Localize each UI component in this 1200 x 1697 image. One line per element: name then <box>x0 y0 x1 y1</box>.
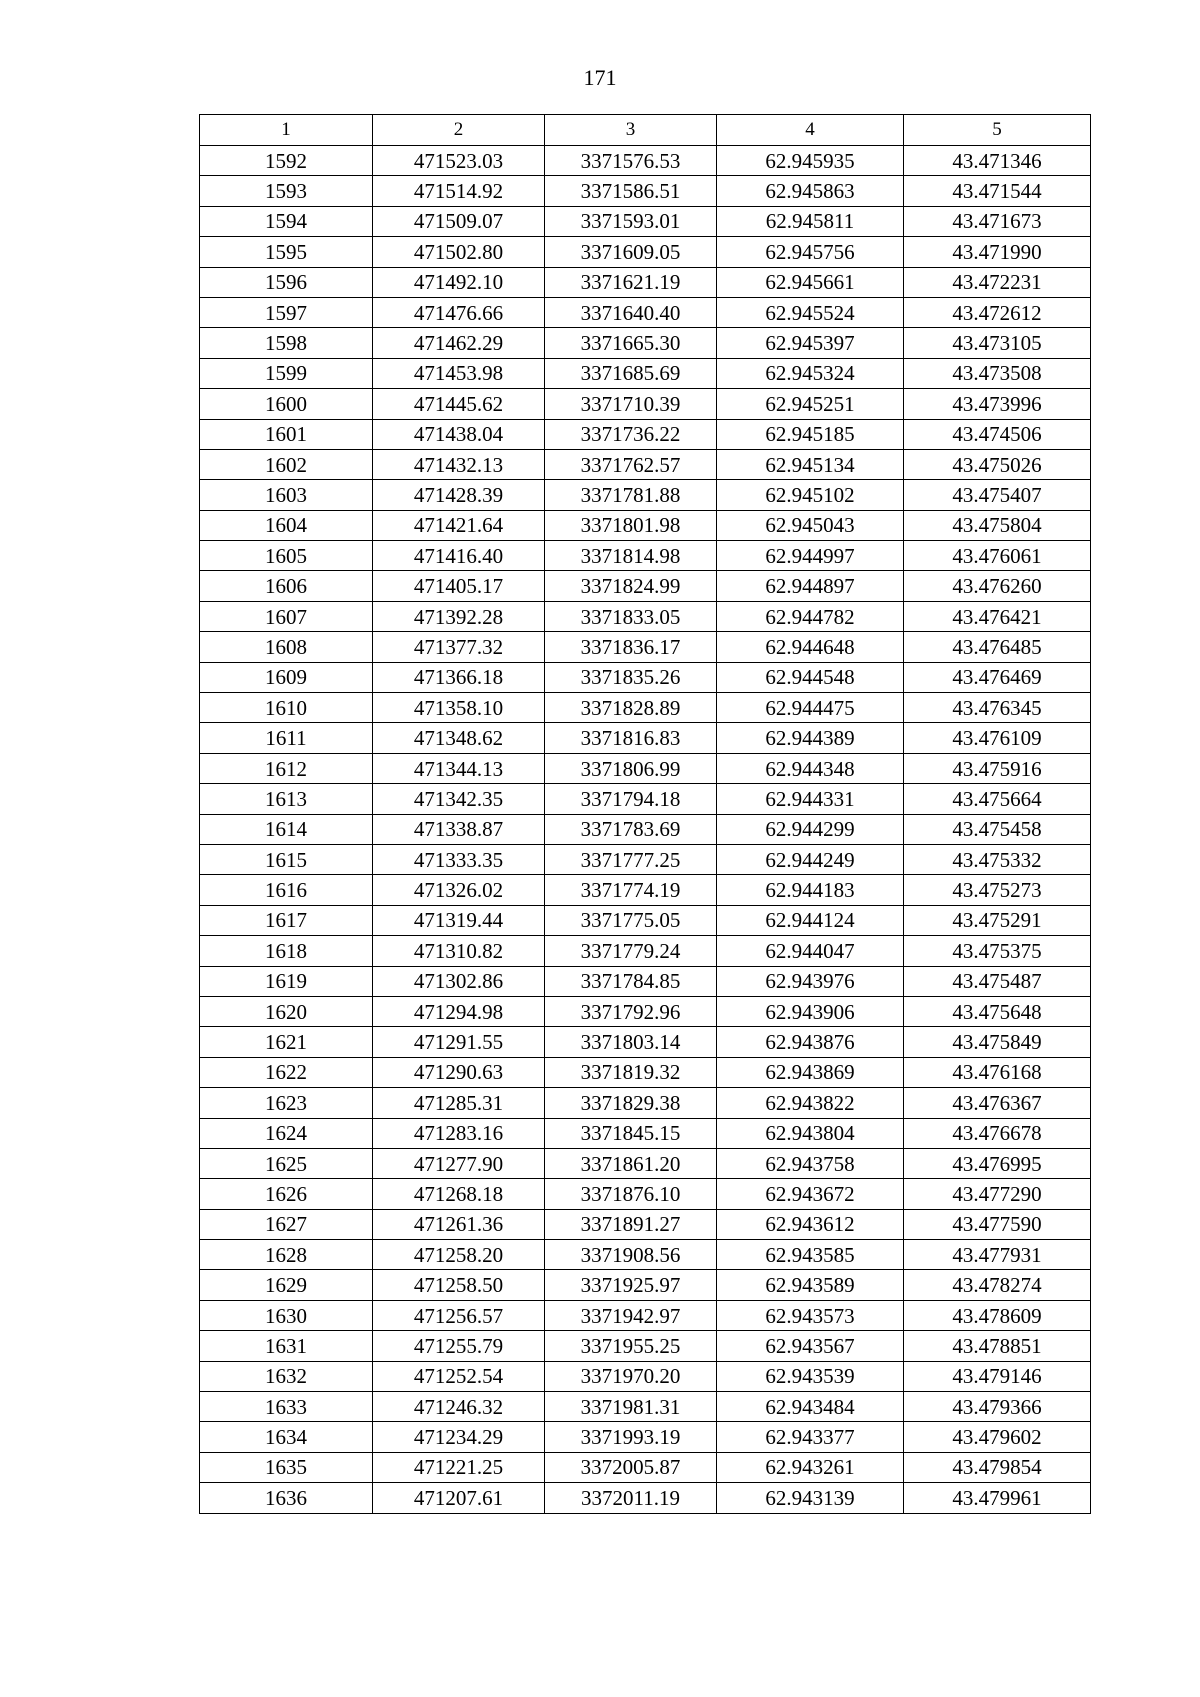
x-coordinate-cell: 471294.98 <box>373 996 545 1026</box>
latitude-cell: 43.475273 <box>904 875 1091 905</box>
latitude-cell: 43.474506 <box>904 419 1091 449</box>
y-coordinate-cell: 3371803.14 <box>545 1027 717 1057</box>
longitude-cell: 62.943672 <box>717 1179 904 1209</box>
latitude-cell: 43.478274 <box>904 1270 1091 1300</box>
longitude-cell: 62.943589 <box>717 1270 904 1300</box>
longitude-cell: 62.943539 <box>717 1361 904 1391</box>
table-row <box>200 1331 1091 1361</box>
x-coordinate-cell: 471277.90 <box>373 1148 545 1178</box>
longitude-cell: 62.943484 <box>717 1392 904 1422</box>
table-row <box>200 1088 1091 1118</box>
column-header-2: 2 <box>373 115 545 146</box>
x-coordinate-cell: 471445.62 <box>373 389 545 419</box>
y-coordinate-cell: 3371736.22 <box>545 419 717 449</box>
latitude-cell: 43.476109 <box>904 723 1091 753</box>
table-row <box>200 1392 1091 1422</box>
y-coordinate-cell: 3371801.98 <box>545 510 717 540</box>
y-coordinate-cell: 3371861.20 <box>545 1148 717 1178</box>
table-row <box>200 601 1091 631</box>
y-coordinate-cell: 3371593.01 <box>545 206 717 236</box>
latitude-cell: 43.476995 <box>904 1148 1091 1178</box>
y-coordinate-cell: 3371835.26 <box>545 662 717 692</box>
point-number-cell: 1600 <box>200 389 373 419</box>
longitude-cell: 62.943585 <box>717 1240 904 1270</box>
longitude-cell: 62.944897 <box>717 571 904 601</box>
latitude-cell: 43.475849 <box>904 1027 1091 1057</box>
table-row <box>200 267 1091 297</box>
table-row <box>200 875 1091 905</box>
table-row <box>200 723 1091 753</box>
y-coordinate-cell: 3371774.19 <box>545 875 717 905</box>
point-number-cell: 1621 <box>200 1027 373 1057</box>
latitude-cell: 43.479961 <box>904 1483 1091 1513</box>
y-coordinate-cell: 3371816.83 <box>545 723 717 753</box>
latitude-cell: 43.475648 <box>904 996 1091 1026</box>
y-coordinate-cell: 3371777.25 <box>545 844 717 874</box>
x-coordinate-cell: 471366.18 <box>373 662 545 692</box>
latitude-cell: 43.471673 <box>904 206 1091 236</box>
latitude-cell: 43.476168 <box>904 1057 1091 1087</box>
longitude-cell: 62.944782 <box>717 601 904 631</box>
longitude-cell: 62.943567 <box>717 1331 904 1361</box>
page-number: 171 <box>583 65 617 90</box>
longitude-cell: 62.943822 <box>717 1088 904 1118</box>
y-coordinate-cell: 3371955.25 <box>545 1331 717 1361</box>
table-row <box>200 996 1091 1026</box>
table-row <box>200 480 1091 510</box>
longitude-cell: 62.945935 <box>717 146 904 176</box>
latitude-cell: 43.473996 <box>904 389 1091 419</box>
x-coordinate-cell: 471326.02 <box>373 875 545 905</box>
latitude-cell: 43.473105 <box>904 328 1091 358</box>
longitude-cell: 62.945397 <box>717 328 904 358</box>
x-coordinate-cell: 471310.82 <box>373 936 545 966</box>
latitude-cell: 43.476260 <box>904 571 1091 601</box>
table-row <box>200 966 1091 996</box>
table-row <box>200 571 1091 601</box>
point-number-cell: 1631 <box>200 1331 373 1361</box>
latitude-cell: 43.472231 <box>904 267 1091 297</box>
table-row <box>200 1483 1091 1513</box>
y-coordinate-cell: 3371833.05 <box>545 601 717 631</box>
point-number-cell: 1616 <box>200 875 373 905</box>
longitude-cell: 62.943612 <box>717 1209 904 1239</box>
point-number-cell: 1620 <box>200 996 373 1026</box>
x-coordinate-cell: 471358.10 <box>373 693 545 723</box>
latitude-cell: 43.471544 <box>904 176 1091 206</box>
longitude-cell: 62.944249 <box>717 844 904 874</box>
longitude-cell: 62.944648 <box>717 632 904 662</box>
x-coordinate-cell: 471392.28 <box>373 601 545 631</box>
table-row <box>200 1209 1091 1239</box>
x-coordinate-cell: 471476.66 <box>373 297 545 327</box>
x-coordinate-cell: 471258.20 <box>373 1240 545 1270</box>
x-coordinate-cell: 471290.63 <box>373 1057 545 1087</box>
table-row <box>200 358 1091 388</box>
point-number-cell: 1628 <box>200 1240 373 1270</box>
table-row <box>200 1179 1091 1209</box>
point-number-cell: 1592 <box>200 146 373 176</box>
point-number-cell: 1613 <box>200 784 373 814</box>
x-coordinate-cell: 471285.31 <box>373 1088 545 1118</box>
longitude-cell: 62.943573 <box>717 1300 904 1330</box>
point-number-cell: 1614 <box>200 814 373 844</box>
longitude-cell: 62.945251 <box>717 389 904 419</box>
point-number-cell: 1593 <box>200 176 373 206</box>
y-coordinate-cell: 3371836.17 <box>545 632 717 662</box>
longitude-cell: 62.945756 <box>717 237 904 267</box>
y-coordinate-cell: 3371993.19 <box>545 1422 717 1452</box>
longitude-cell: 62.945661 <box>717 267 904 297</box>
y-coordinate-cell: 3371792.96 <box>545 996 717 1026</box>
point-number-cell: 1607 <box>200 601 373 631</box>
y-coordinate-cell: 3371762.57 <box>545 449 717 479</box>
x-coordinate-cell: 471291.55 <box>373 1027 545 1057</box>
table-row <box>200 1148 1091 1178</box>
longitude-cell: 62.943758 <box>717 1148 904 1178</box>
y-coordinate-cell: 3371824.99 <box>545 571 717 601</box>
y-coordinate-cell: 3372011.19 <box>545 1483 717 1513</box>
point-number-cell: 1612 <box>200 753 373 783</box>
point-number-cell: 1605 <box>200 541 373 571</box>
y-coordinate-cell: 3371806.99 <box>545 753 717 783</box>
y-coordinate-cell: 3371794.18 <box>545 784 717 814</box>
x-coordinate-cell: 471344.13 <box>373 753 545 783</box>
latitude-cell: 43.476367 <box>904 1088 1091 1118</box>
y-coordinate-cell: 3371970.20 <box>545 1361 717 1391</box>
x-coordinate-cell: 471492.10 <box>373 267 545 297</box>
longitude-cell: 62.945524 <box>717 297 904 327</box>
x-coordinate-cell: 471268.18 <box>373 1179 545 1209</box>
point-number-cell: 1595 <box>200 237 373 267</box>
point-number-cell: 1598 <box>200 328 373 358</box>
latitude-cell: 43.473508 <box>904 358 1091 388</box>
latitude-cell: 43.476678 <box>904 1118 1091 1148</box>
y-coordinate-cell: 3371685.69 <box>545 358 717 388</box>
x-coordinate-cell: 471319.44 <box>373 905 545 935</box>
latitude-cell: 43.476485 <box>904 632 1091 662</box>
longitude-cell: 62.943139 <box>717 1483 904 1513</box>
latitude-cell: 43.478609 <box>904 1300 1091 1330</box>
latitude-cell: 43.476345 <box>904 693 1091 723</box>
latitude-cell: 43.475375 <box>904 936 1091 966</box>
table-row <box>200 784 1091 814</box>
latitude-cell: 43.477590 <box>904 1209 1091 1239</box>
y-coordinate-cell: 3371819.32 <box>545 1057 717 1087</box>
table-header-row <box>200 115 1091 146</box>
x-coordinate-cell: 471255.79 <box>373 1331 545 1361</box>
table-row <box>200 1057 1091 1087</box>
point-number-cell: 1624 <box>200 1118 373 1148</box>
latitude-cell: 43.477290 <box>904 1179 1091 1209</box>
y-coordinate-cell: 3371586.51 <box>545 176 717 206</box>
table-row <box>200 1452 1091 1482</box>
point-number-cell: 1601 <box>200 419 373 449</box>
latitude-cell: 43.475487 <box>904 966 1091 996</box>
table-row <box>200 844 1091 874</box>
x-coordinate-cell: 471502.80 <box>373 237 545 267</box>
point-number-cell: 1622 <box>200 1057 373 1087</box>
point-number-cell: 1604 <box>200 510 373 540</box>
x-coordinate-cell: 471462.29 <box>373 328 545 358</box>
point-number-cell: 1615 <box>200 844 373 874</box>
longitude-cell: 62.944299 <box>717 814 904 844</box>
table-row <box>200 693 1091 723</box>
y-coordinate-cell: 3371710.39 <box>545 389 717 419</box>
y-coordinate-cell: 3372005.87 <box>545 1452 717 1482</box>
latitude-cell: 43.475664 <box>904 784 1091 814</box>
longitude-cell: 62.943804 <box>717 1118 904 1148</box>
x-coordinate-cell: 471416.40 <box>373 541 545 571</box>
y-coordinate-cell: 3371908.56 <box>545 1240 717 1270</box>
x-coordinate-cell: 471258.50 <box>373 1270 545 1300</box>
x-coordinate-cell: 471256.57 <box>373 1300 545 1330</box>
column-header-5: 5 <box>904 115 1091 146</box>
table-row <box>200 206 1091 236</box>
table-row <box>200 541 1091 571</box>
x-coordinate-cell: 471234.29 <box>373 1422 545 1452</box>
longitude-cell: 62.945185 <box>717 419 904 449</box>
longitude-cell: 62.943377 <box>717 1422 904 1452</box>
latitude-cell: 43.477931 <box>904 1240 1091 1270</box>
point-number-cell: 1597 <box>200 297 373 327</box>
x-coordinate-cell: 471221.25 <box>373 1452 545 1482</box>
point-number-cell: 1633 <box>200 1392 373 1422</box>
table-row <box>200 328 1091 358</box>
y-coordinate-cell: 3371829.38 <box>545 1088 717 1118</box>
latitude-cell: 43.476469 <box>904 662 1091 692</box>
latitude-cell: 43.471346 <box>904 146 1091 176</box>
point-number-cell: 1609 <box>200 662 373 692</box>
point-number-cell: 1636 <box>200 1483 373 1513</box>
y-coordinate-cell: 3371981.31 <box>545 1392 717 1422</box>
y-coordinate-cell: 3371775.05 <box>545 905 717 935</box>
longitude-cell: 62.944348 <box>717 753 904 783</box>
longitude-cell: 62.943906 <box>717 996 904 1026</box>
y-coordinate-cell: 3371576.53 <box>545 146 717 176</box>
longitude-cell: 62.943876 <box>717 1027 904 1057</box>
point-number-cell: 1596 <box>200 267 373 297</box>
x-coordinate-cell: 471333.35 <box>373 844 545 874</box>
table-row <box>200 753 1091 783</box>
y-coordinate-cell: 3371891.27 <box>545 1209 717 1239</box>
y-coordinate-cell: 3371828.89 <box>545 693 717 723</box>
latitude-cell: 43.476061 <box>904 541 1091 571</box>
point-number-cell: 1610 <box>200 693 373 723</box>
x-coordinate-cell: 471342.35 <box>373 784 545 814</box>
table-row <box>200 1027 1091 1057</box>
table-row <box>200 146 1091 176</box>
x-coordinate-cell: 471207.61 <box>373 1483 545 1513</box>
x-coordinate-cell: 471428.39 <box>373 480 545 510</box>
point-number-cell: 1606 <box>200 571 373 601</box>
longitude-cell: 62.944331 <box>717 784 904 814</box>
table-row <box>200 1300 1091 1330</box>
y-coordinate-cell: 3371814.98 <box>545 541 717 571</box>
latitude-cell: 43.475332 <box>904 844 1091 874</box>
longitude-cell: 62.945102 <box>717 480 904 510</box>
point-number-cell: 1608 <box>200 632 373 662</box>
latitude-cell: 43.475026 <box>904 449 1091 479</box>
longitude-cell: 62.943869 <box>717 1057 904 1087</box>
x-coordinate-cell: 471377.32 <box>373 632 545 662</box>
latitude-cell: 43.475458 <box>904 814 1091 844</box>
table-row <box>200 1422 1091 1452</box>
x-coordinate-cell: 471283.16 <box>373 1118 545 1148</box>
x-coordinate-cell: 471302.86 <box>373 966 545 996</box>
longitude-cell: 62.944124 <box>717 905 904 935</box>
longitude-cell: 62.944389 <box>717 723 904 753</box>
y-coordinate-cell: 3371876.10 <box>545 1179 717 1209</box>
latitude-cell: 43.471990 <box>904 237 1091 267</box>
table-body <box>200 146 1091 1514</box>
latitude-cell: 43.479602 <box>904 1422 1091 1452</box>
x-coordinate-cell: 471405.17 <box>373 571 545 601</box>
latitude-cell: 43.478851 <box>904 1331 1091 1361</box>
y-coordinate-cell: 3371942.97 <box>545 1300 717 1330</box>
x-coordinate-cell: 471421.64 <box>373 510 545 540</box>
longitude-cell: 62.945324 <box>717 358 904 388</box>
point-number-cell: 1602 <box>200 449 373 479</box>
point-number-cell: 1626 <box>200 1179 373 1209</box>
point-number-cell: 1599 <box>200 358 373 388</box>
x-coordinate-cell: 471338.87 <box>373 814 545 844</box>
table-row <box>200 1118 1091 1148</box>
x-coordinate-cell: 471453.98 <box>373 358 545 388</box>
table-row <box>200 936 1091 966</box>
y-coordinate-cell: 3371609.05 <box>545 237 717 267</box>
x-coordinate-cell: 471252.54 <box>373 1361 545 1391</box>
latitude-cell: 43.475804 <box>904 510 1091 540</box>
table-row <box>200 814 1091 844</box>
point-number-cell: 1632 <box>200 1361 373 1391</box>
x-coordinate-cell: 471246.32 <box>373 1392 545 1422</box>
longitude-cell: 62.944997 <box>717 541 904 571</box>
y-coordinate-cell: 3371665.30 <box>545 328 717 358</box>
table-row <box>200 389 1091 419</box>
y-coordinate-cell: 3371781.88 <box>545 480 717 510</box>
table-row <box>200 1270 1091 1300</box>
x-coordinate-cell: 471438.04 <box>373 419 545 449</box>
y-coordinate-cell: 3371779.24 <box>545 936 717 966</box>
point-number-cell: 1611 <box>200 723 373 753</box>
longitude-cell: 62.943261 <box>717 1452 904 1482</box>
point-number-cell: 1619 <box>200 966 373 996</box>
point-number-cell: 1603 <box>200 480 373 510</box>
latitude-cell: 43.479146 <box>904 1361 1091 1391</box>
y-coordinate-cell: 3371784.85 <box>545 966 717 996</box>
y-coordinate-cell: 3371640.40 <box>545 297 717 327</box>
x-coordinate-cell: 471509.07 <box>373 206 545 236</box>
point-number-cell: 1617 <box>200 905 373 935</box>
latitude-cell: 43.476421 <box>904 601 1091 631</box>
y-coordinate-cell: 3371783.69 <box>545 814 717 844</box>
point-number-cell: 1635 <box>200 1452 373 1482</box>
point-number-cell: 1623 <box>200 1088 373 1118</box>
point-number-cell: 1634 <box>200 1422 373 1452</box>
longitude-cell: 62.945863 <box>717 176 904 206</box>
x-coordinate-cell: 471514.92 <box>373 176 545 206</box>
table-row <box>200 449 1091 479</box>
table-row <box>200 662 1091 692</box>
table-row <box>200 632 1091 662</box>
latitude-cell: 43.475916 <box>904 753 1091 783</box>
table-row <box>200 510 1091 540</box>
longitude-cell: 62.945043 <box>717 510 904 540</box>
column-header-4: 4 <box>717 115 904 146</box>
table-row <box>200 237 1091 267</box>
coordinates-table <box>199 114 1091 1514</box>
longitude-cell: 62.944047 <box>717 936 904 966</box>
latitude-cell: 43.479366 <box>904 1392 1091 1422</box>
point-number-cell: 1618 <box>200 936 373 966</box>
table-row <box>200 176 1091 206</box>
longitude-cell: 62.944183 <box>717 875 904 905</box>
point-number-cell: 1627 <box>200 1209 373 1239</box>
longitude-cell: 62.945811 <box>717 206 904 236</box>
column-header-1: 1 <box>200 115 373 146</box>
table-row <box>200 1240 1091 1270</box>
table-row <box>200 905 1091 935</box>
point-number-cell: 1629 <box>200 1270 373 1300</box>
y-coordinate-cell: 3371621.19 <box>545 267 717 297</box>
x-coordinate-cell: 471348.62 <box>373 723 545 753</box>
longitude-cell: 62.945134 <box>717 449 904 479</box>
longitude-cell: 62.944475 <box>717 693 904 723</box>
point-number-cell: 1594 <box>200 206 373 236</box>
latitude-cell: 43.475291 <box>904 905 1091 935</box>
y-coordinate-cell: 3371925.97 <box>545 1270 717 1300</box>
table-row <box>200 419 1091 449</box>
x-coordinate-cell: 471432.13 <box>373 449 545 479</box>
longitude-cell: 62.944548 <box>717 662 904 692</box>
latitude-cell: 43.479854 <box>904 1452 1091 1482</box>
x-coordinate-cell: 471523.03 <box>373 146 545 176</box>
longitude-cell: 62.943976 <box>717 966 904 996</box>
table-row <box>200 1361 1091 1391</box>
x-coordinate-cell: 471261.36 <box>373 1209 545 1239</box>
table-row <box>200 297 1091 327</box>
point-number-cell: 1625 <box>200 1148 373 1178</box>
point-number-cell: 1630 <box>200 1300 373 1330</box>
column-header-3: 3 <box>545 115 717 146</box>
latitude-cell: 43.472612 <box>904 297 1091 327</box>
latitude-cell: 43.475407 <box>904 480 1091 510</box>
y-coordinate-cell: 3371845.15 <box>545 1118 717 1148</box>
